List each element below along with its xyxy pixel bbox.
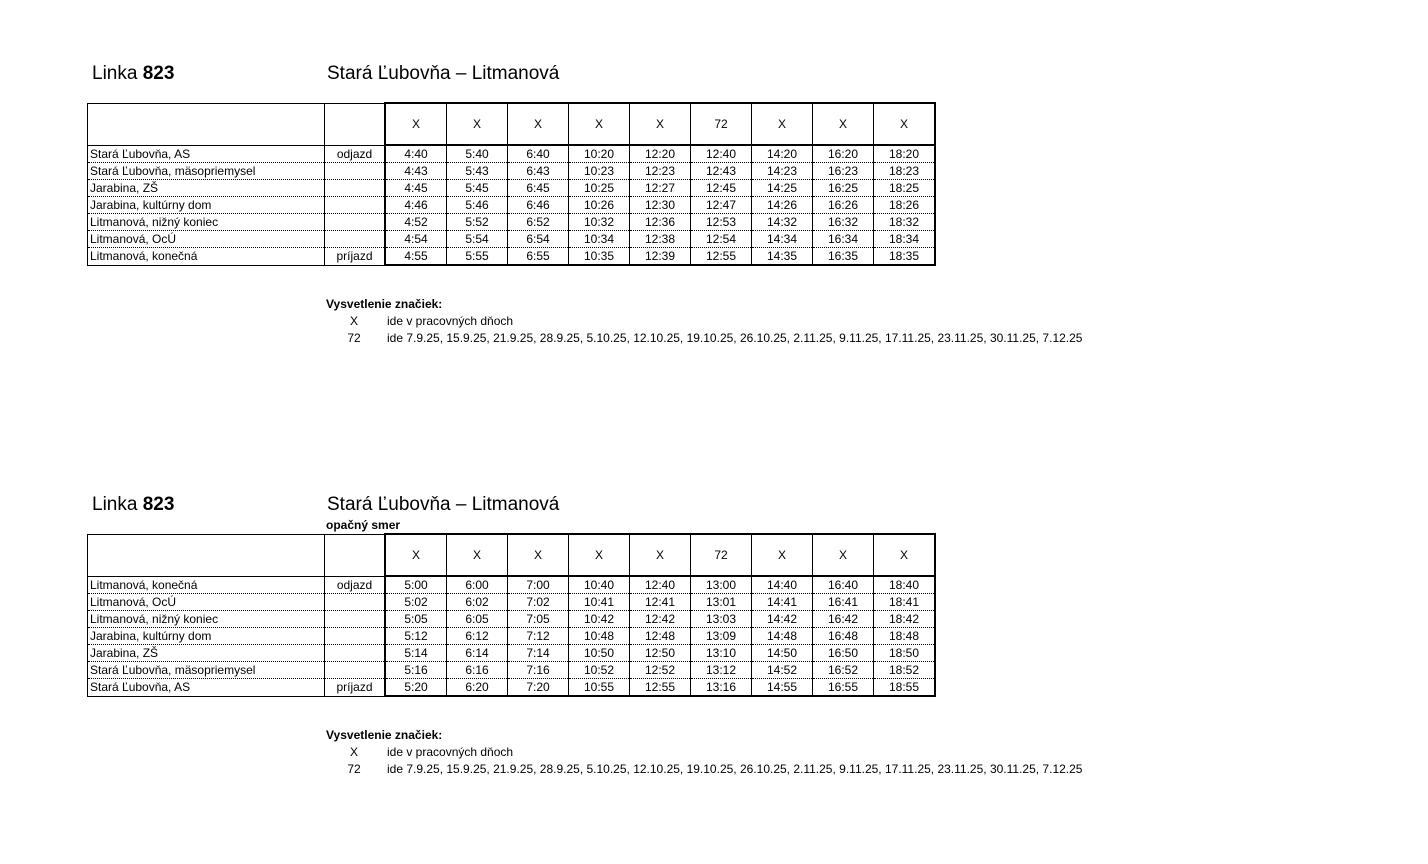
departure-time: 6:20 — [447, 679, 508, 697]
departure-time: 6:05 — [447, 611, 508, 628]
departure-time: 16:26 — [813, 197, 874, 214]
departure-time: 18:20 — [874, 145, 936, 163]
departure-time: 7:12 — [508, 628, 569, 645]
departure-time: 5:00 — [385, 576, 447, 594]
direction-label — [325, 645, 386, 662]
departure-time: 16:55 — [813, 679, 874, 697]
departure-time: 14:48 — [752, 628, 813, 645]
departure-time: 10:35 — [569, 248, 630, 266]
table-row — [88, 231, 936, 248]
departure-time: 12:42 — [630, 611, 691, 628]
departure-time: 12:43 — [691, 163, 752, 180]
departure-time: 10:40 — [569, 576, 630, 594]
legend-symbol: X — [349, 314, 358, 328]
stop-name: Jarabina, ZŠ — [88, 180, 325, 197]
departure-time: 14:55 — [752, 679, 813, 697]
table-row — [88, 214, 936, 231]
departure-time: 6:16 — [447, 662, 508, 679]
departure-time: 12:53 — [691, 214, 752, 231]
departure-time: 4:40 — [385, 145, 447, 163]
legend — [326, 296, 1082, 347]
route-title: Stará Ľubovňa – Litmanová — [327, 494, 560, 515]
departure-time: 16:52 — [813, 662, 874, 679]
departure-time: 10:25 — [569, 180, 630, 197]
departure-time: 7:02 — [508, 594, 569, 611]
table-row — [88, 611, 936, 628]
departure-time: 14:23 — [752, 163, 813, 180]
table-row — [88, 248, 936, 266]
departure-time: 5:52 — [447, 214, 508, 231]
departure-time: 14:34 — [752, 231, 813, 248]
direction-label — [325, 594, 386, 611]
trip-header: X — [874, 534, 936, 576]
departure-time: 6:55 — [508, 248, 569, 266]
direction-label — [325, 180, 386, 197]
departure-time: 13:03 — [691, 611, 752, 628]
departure-time: 6:12 — [447, 628, 508, 645]
trip-header: X — [569, 103, 630, 145]
departure-time: 4:43 — [385, 163, 447, 180]
departure-time: 14:42 — [752, 611, 813, 628]
departure-time: 12:23 — [630, 163, 691, 180]
departure-time: 5:40 — [447, 145, 508, 163]
stop-name: Litmanová, OcÚ — [88, 231, 325, 248]
departure-time: 4:45 — [385, 180, 447, 197]
departure-time: 4:46 — [385, 197, 447, 214]
trip-header: 72 — [691, 534, 752, 576]
trip-header: X — [752, 534, 813, 576]
trip-header: X — [874, 103, 936, 145]
departure-time: 4:52 — [385, 214, 447, 231]
direction-label — [325, 662, 386, 679]
table-row — [88, 628, 936, 645]
legend — [326, 727, 1082, 778]
departure-time: 6:43 — [508, 163, 569, 180]
departure-time: 12:50 — [630, 645, 691, 662]
departure-time: 5:43 — [447, 163, 508, 180]
departure-time: 16:41 — [813, 594, 874, 611]
direction-label — [325, 214, 386, 231]
departure-time: 10:52 — [569, 662, 630, 679]
line-number: 823 — [142, 63, 175, 84]
departure-time: 18:40 — [874, 576, 936, 594]
stop-name: Jarabina, kultúrny dom — [88, 197, 325, 214]
stop-name: Jarabina, kultúrny dom — [88, 628, 325, 645]
route-title: Stará Ľubovňa – Litmanová — [327, 63, 560, 84]
departure-time: 13:01 — [691, 594, 752, 611]
legend-item — [326, 744, 1082, 761]
stop-name: Litmanová, nižný koniec — [88, 611, 325, 628]
departure-time: 12:55 — [630, 679, 691, 697]
departure-time: 6:40 — [508, 145, 569, 163]
departure-time: 5:12 — [385, 628, 447, 645]
legend-title: Vysvetlenie značiek: — [326, 728, 443, 742]
departure-time: 7:00 — [508, 576, 569, 594]
stop-header — [88, 103, 325, 145]
departure-time: 12:40 — [691, 145, 752, 163]
direction-label: príjazd — [325, 679, 386, 697]
departure-time: 7:05 — [508, 611, 569, 628]
trip-header: X — [508, 103, 569, 145]
departure-time: 18:42 — [874, 611, 936, 628]
direction-header — [325, 534, 386, 576]
legend-text: ide 7.9.25, 15.9.25, 21.9.25, 28.9.25, 5.10.25, 12.10.25, 19.10.25, 26.10.25, 2.11.25, 9.11.25, 17.11.25, 23.11.25, 30.11.25, 7.12.25 — [387, 762, 1083, 776]
stop-name: Stará Ľubovňa, AS — [88, 679, 325, 697]
direction-label: odjazd — [325, 576, 386, 594]
trip-header: 72 — [691, 103, 752, 145]
table-row — [88, 679, 936, 697]
legend-item — [326, 761, 1082, 778]
stop-name: Litmanová, nižný koniec — [88, 214, 325, 231]
stop-name: Litmanová, konečná — [88, 248, 325, 266]
departure-time: 12:38 — [630, 231, 691, 248]
departure-time: 12:54 — [691, 231, 752, 248]
trip-header: X — [508, 534, 569, 576]
departure-time: 12:45 — [691, 180, 752, 197]
trip-header: X — [385, 103, 447, 145]
departure-time: 18:41 — [874, 594, 936, 611]
departure-time: 16:32 — [813, 214, 874, 231]
departure-time: 12:40 — [630, 576, 691, 594]
departure-time: 13:09 — [691, 628, 752, 645]
stop-name: Stará Ľubovňa, AS — [88, 145, 325, 163]
departure-time: 14:26 — [752, 197, 813, 214]
departure-time: 12:55 — [691, 248, 752, 266]
legend-text: ide v pracovných dňoch — [387, 745, 514, 759]
departure-time: 14:41 — [752, 594, 813, 611]
direction-label — [325, 628, 386, 645]
departure-time: 12:39 — [630, 248, 691, 266]
stop-name: Litmanová, konečná — [88, 576, 325, 594]
legend-symbol: 72 — [347, 762, 361, 776]
departure-time: 12:41 — [630, 594, 691, 611]
direction-label: príjazd — [325, 248, 386, 266]
direction-label: odjazd — [325, 145, 386, 163]
departure-time: 16:23 — [813, 163, 874, 180]
departure-time: 12:30 — [630, 197, 691, 214]
departure-time: 6:54 — [508, 231, 569, 248]
departure-time: 18:23 — [874, 163, 936, 180]
departure-time: 14:52 — [752, 662, 813, 679]
departure-time: 5:14 — [385, 645, 447, 662]
legend-symbol: 72 — [347, 331, 361, 345]
departure-time: 13:10 — [691, 645, 752, 662]
departure-time: 18:25 — [874, 180, 936, 197]
trip-header: X — [630, 534, 691, 576]
departure-time: 5:05 — [385, 611, 447, 628]
departure-time: 5:20 — [385, 679, 447, 697]
table-row — [88, 576, 936, 594]
departure-time: 16:40 — [813, 576, 874, 594]
table-row — [88, 662, 936, 679]
legend-text: ide 7.9.25, 15.9.25, 21.9.25, 28.9.25, 5.10.25, 12.10.25, 19.10.25, 26.10.25, 2.11.25, 9.11.25, 17.11.25, 23.11.25, 30.11.25, 7.12.25 — [387, 331, 1083, 345]
departure-time: 6:02 — [447, 594, 508, 611]
trip-header: X — [385, 534, 447, 576]
departure-time: 10:41 — [569, 594, 630, 611]
departure-time: 16:35 — [813, 248, 874, 266]
line-label: Linka — [92, 494, 138, 515]
departure-time: 10:34 — [569, 231, 630, 248]
stop-name: Litmanová, OcÚ — [88, 594, 325, 611]
stop-name: Stará Ľubovňa, mäsopriemysel — [88, 662, 325, 679]
departure-time: 5:02 — [385, 594, 447, 611]
trip-header: X — [569, 534, 630, 576]
direction-header — [325, 103, 386, 145]
departure-time: 7:20 — [508, 679, 569, 697]
trip-header: X — [813, 103, 874, 145]
table-row — [88, 197, 936, 214]
departure-time: 6:14 — [447, 645, 508, 662]
header-row — [88, 103, 936, 145]
departure-time: 13:16 — [691, 679, 752, 697]
departure-time: 5:16 — [385, 662, 447, 679]
departure-time: 4:55 — [385, 248, 447, 266]
trip-header: X — [752, 103, 813, 145]
table-row — [88, 180, 936, 197]
departure-time: 7:16 — [508, 662, 569, 679]
departure-time: 10:50 — [569, 645, 630, 662]
departure-time: 18:50 — [874, 645, 936, 662]
direction-label — [325, 197, 386, 214]
direction-label — [325, 231, 386, 248]
legend-symbol: X — [349, 745, 358, 759]
legend-title: Vysvetlenie značiek: — [326, 297, 443, 311]
departure-time: 12:20 — [630, 145, 691, 163]
departure-time: 10:48 — [569, 628, 630, 645]
departure-time: 16:34 — [813, 231, 874, 248]
departure-time: 10:55 — [569, 679, 630, 697]
legend-item — [326, 313, 1082, 330]
legend-text: ide v pracovných dňoch — [387, 314, 514, 328]
departure-time: 16:48 — [813, 628, 874, 645]
direction-label — [325, 163, 386, 180]
direction-subtitle: opačný smer — [326, 518, 401, 532]
departure-time: 18:48 — [874, 628, 936, 645]
stop-name: Stará Ľubovňa, mäsopriemysel — [88, 163, 325, 180]
departure-time: 6:46 — [508, 197, 569, 214]
table-row — [88, 163, 936, 180]
table-row — [88, 145, 936, 163]
departure-time: 5:45 — [447, 180, 508, 197]
trip-header: X — [447, 534, 508, 576]
departure-time: 12:47 — [691, 197, 752, 214]
departure-time: 14:40 — [752, 576, 813, 594]
trip-header: X — [447, 103, 508, 145]
departure-time: 13:00 — [691, 576, 752, 594]
departure-time: 7:14 — [508, 645, 569, 662]
departure-time: 16:20 — [813, 145, 874, 163]
departure-time: 14:32 — [752, 214, 813, 231]
departure-time: 16:50 — [813, 645, 874, 662]
departure-time: 10:32 — [569, 214, 630, 231]
departure-time: 14:25 — [752, 180, 813, 197]
departure-time: 10:23 — [569, 163, 630, 180]
line-title — [92, 63, 174, 85]
departure-time: 10:20 — [569, 145, 630, 163]
timetable-grid — [87, 533, 936, 697]
departure-time: 6:45 — [508, 180, 569, 197]
legend-item — [326, 330, 1082, 347]
departure-time: 10:26 — [569, 197, 630, 214]
departure-time: 5:54 — [447, 231, 508, 248]
departure-time: 18:55 — [874, 679, 936, 697]
departure-time: 12:48 — [630, 628, 691, 645]
departure-time: 4:54 — [385, 231, 447, 248]
line-number: 823 — [142, 494, 175, 515]
departure-time: 18:32 — [874, 214, 936, 231]
departure-time: 5:46 — [447, 197, 508, 214]
departure-time: 13:12 — [691, 662, 752, 679]
table-row — [88, 645, 936, 662]
trip-header: X — [630, 103, 691, 145]
departure-time: 18:35 — [874, 248, 936, 266]
departure-time: 12:27 — [630, 180, 691, 197]
table-row — [88, 594, 936, 611]
departure-time: 6:52 — [508, 214, 569, 231]
stop-header — [88, 534, 325, 576]
departure-time: 18:34 — [874, 231, 936, 248]
departure-time: 16:25 — [813, 180, 874, 197]
departure-time: 18:26 — [874, 197, 936, 214]
line-title — [92, 494, 174, 516]
departure-time: 12:52 — [630, 662, 691, 679]
direction-label — [325, 611, 386, 628]
departure-time: 6:00 — [447, 576, 508, 594]
departure-time: 14:50 — [752, 645, 813, 662]
departure-time: 18:52 — [874, 662, 936, 679]
header-row — [88, 534, 936, 576]
departure-time: 12:36 — [630, 214, 691, 231]
trip-header: X — [813, 534, 874, 576]
line-label: Linka — [92, 63, 138, 84]
departure-time: 14:35 — [752, 248, 813, 266]
timetable-grid — [87, 102, 936, 266]
departure-time: 10:42 — [569, 611, 630, 628]
stop-name: Jarabina, ZŠ — [88, 645, 325, 662]
departure-time: 14:20 — [752, 145, 813, 163]
departure-time: 16:42 — [813, 611, 874, 628]
departure-time: 5:55 — [447, 248, 508, 266]
